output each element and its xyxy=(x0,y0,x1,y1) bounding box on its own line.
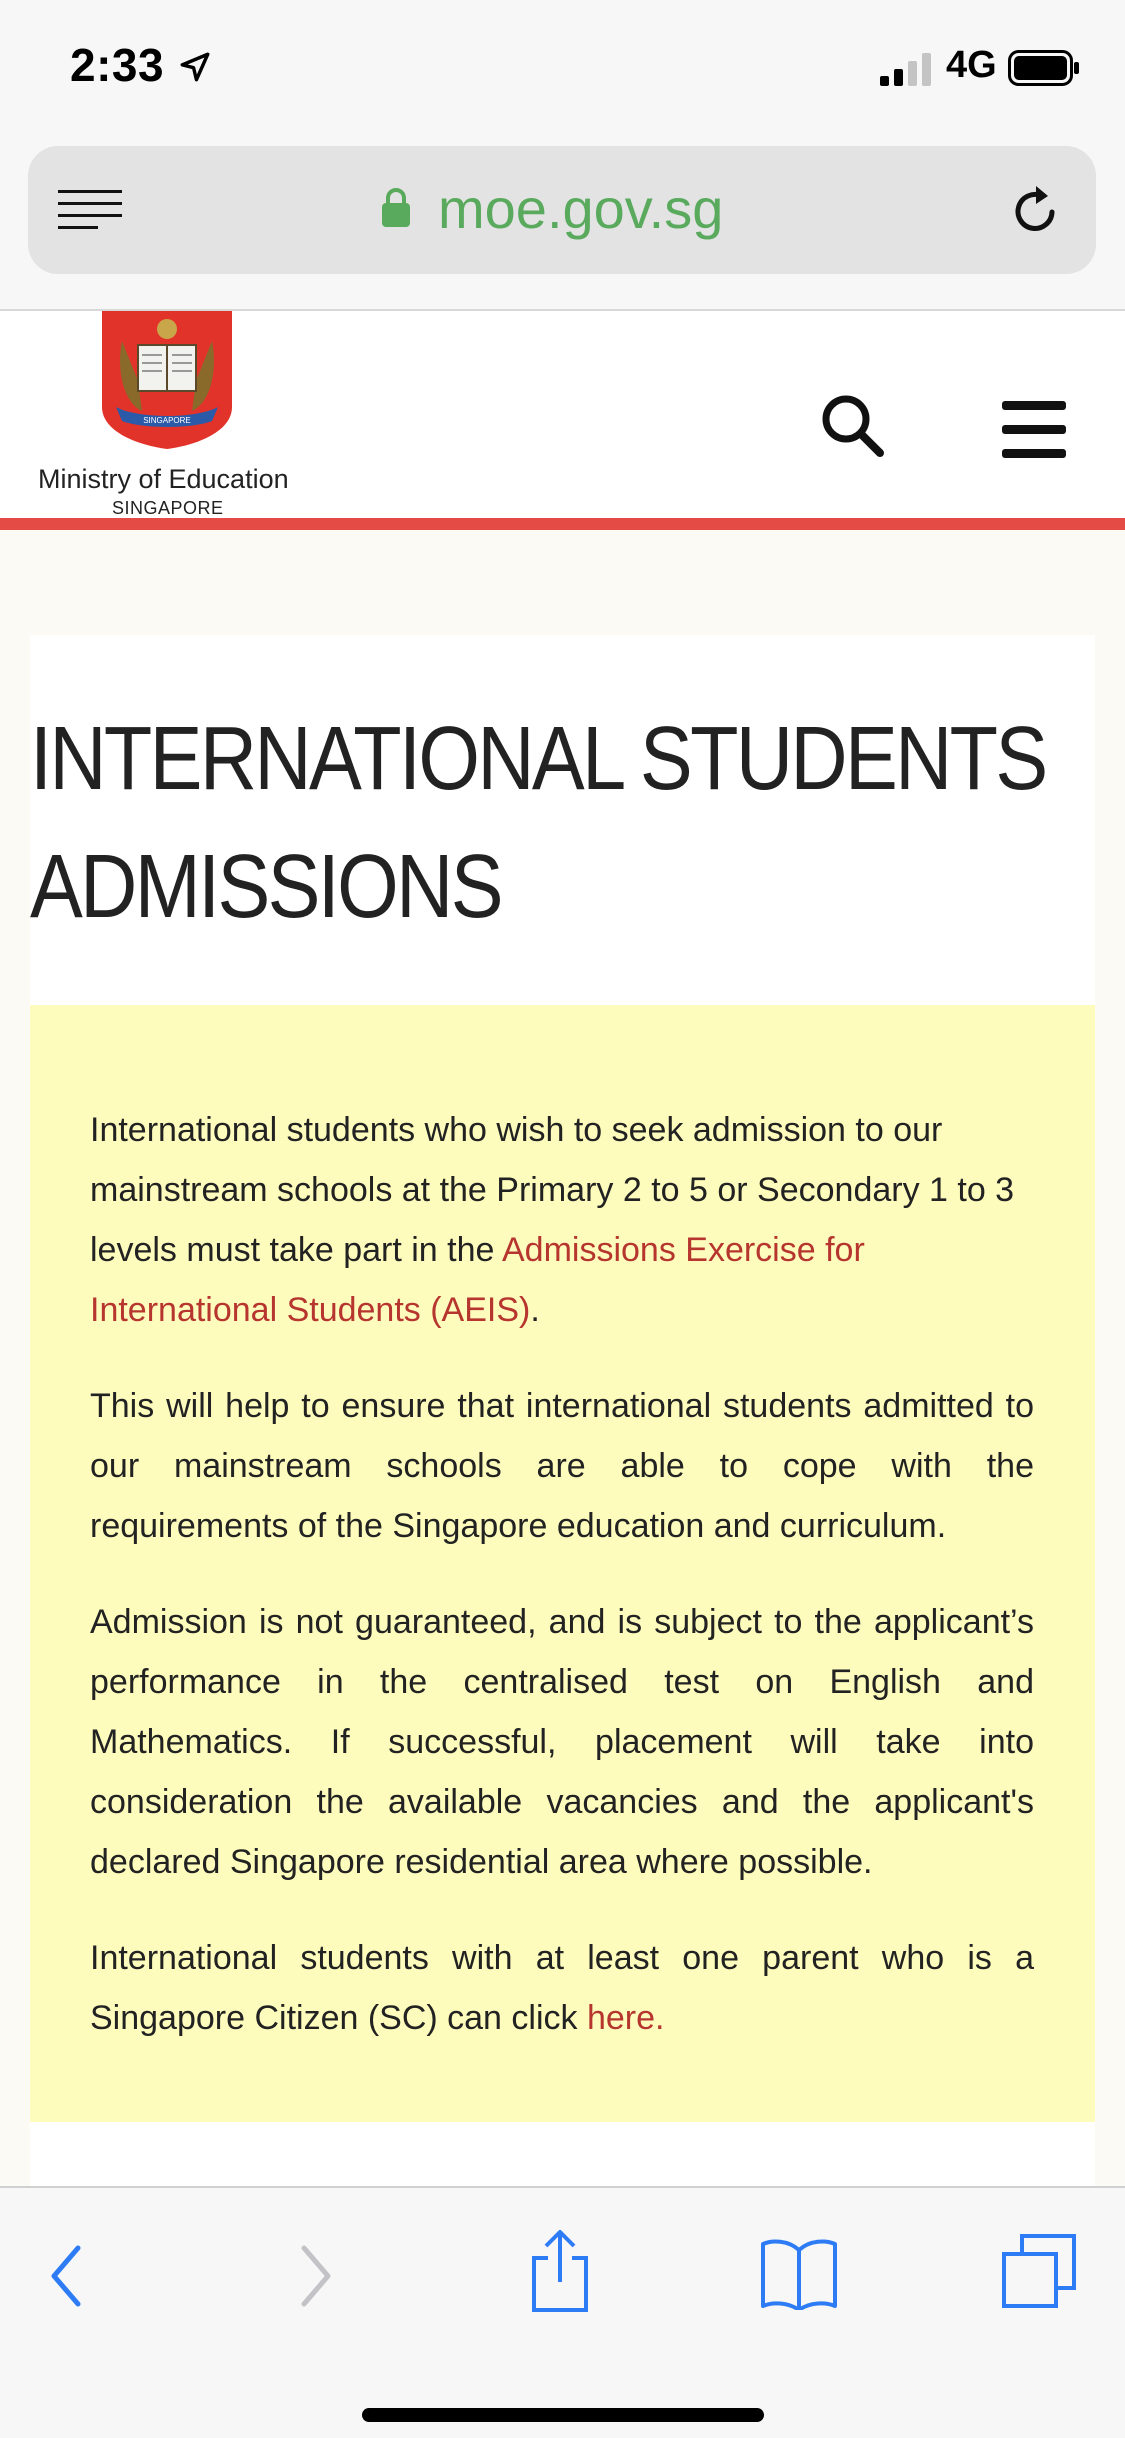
browser-address-area xyxy=(0,140,1125,311)
moe-crest-icon xyxy=(98,311,236,449)
reload-icon[interactable] xyxy=(1008,182,1064,238)
hamburger-menu-icon[interactable] xyxy=(1002,401,1066,459)
bookmarks-icon[interactable] xyxy=(760,2236,838,2310)
site-header xyxy=(0,311,1125,518)
brand-name: Ministry of Education xyxy=(38,464,289,494)
home-indicator[interactable] xyxy=(362,2408,764,2422)
search-icon[interactable] xyxy=(820,393,884,457)
address-bar[interactable] xyxy=(28,146,1096,274)
info-callout xyxy=(30,1005,1095,2122)
paragraph-aeis: International students who wish to seek admission to our mainstream schools at the Primary 2 to 5 or Secondary 1 to 3 levels must take part in the Admissions Exercise for International Students (AEIS). xyxy=(90,1111,1015,1329)
main-content xyxy=(30,635,1095,2195)
url-text[interactable]: moe.gov.sg xyxy=(438,177,724,240)
header-divider xyxy=(0,518,1125,530)
forward-icon xyxy=(298,2244,334,2308)
cellular-signal-icon xyxy=(880,52,932,86)
browser-toolbar xyxy=(0,2186,1125,2438)
location-arrow-icon xyxy=(178,50,212,84)
share-icon[interactable] xyxy=(528,2228,592,2314)
battery-icon xyxy=(1008,50,1080,86)
paragraph-admission-terms: Admission is not guaranteed, and is subject to the applicant’s performance in the centralised test on English and Mathematics. If successful, placement will take into consideration the available vacancies and the applicant's declared Singapore residential area where possible. xyxy=(90,1603,1034,1881)
status-bar xyxy=(0,0,1125,140)
tabs-icon[interactable] xyxy=(1000,2232,1078,2310)
reader-view-icon[interactable] xyxy=(58,188,122,232)
paragraph-purpose: This will help to ensure that international students admitted to our mainstream schools are able to cope with the requirements of the Singapore education and curriculum. xyxy=(90,1387,1034,1545)
lock-icon xyxy=(380,186,412,228)
page-title-line-2: ADMISSIONS xyxy=(30,837,501,937)
page-title xyxy=(30,695,1046,951)
status-time: 2:33 xyxy=(70,39,165,91)
svg-text:SINGAPORE: SINGAPORE xyxy=(143,416,191,425)
here-link[interactable]: here. xyxy=(586,1999,665,2037)
paragraph-singapore-citizen: International students with at least one parent who is a Singapore Citizen (SC) can click here. xyxy=(90,1939,1034,2037)
aeis-link[interactable]: Admissions Exercise for International Students (AEIS) xyxy=(90,1231,865,1329)
page-title-line-1: INTERNATIONAL STUDENTS xyxy=(30,709,1046,809)
back-icon[interactable] xyxy=(48,2244,84,2308)
network-type: 4G xyxy=(946,44,997,86)
brand-subtitle: SINGAPORE xyxy=(112,498,224,518)
